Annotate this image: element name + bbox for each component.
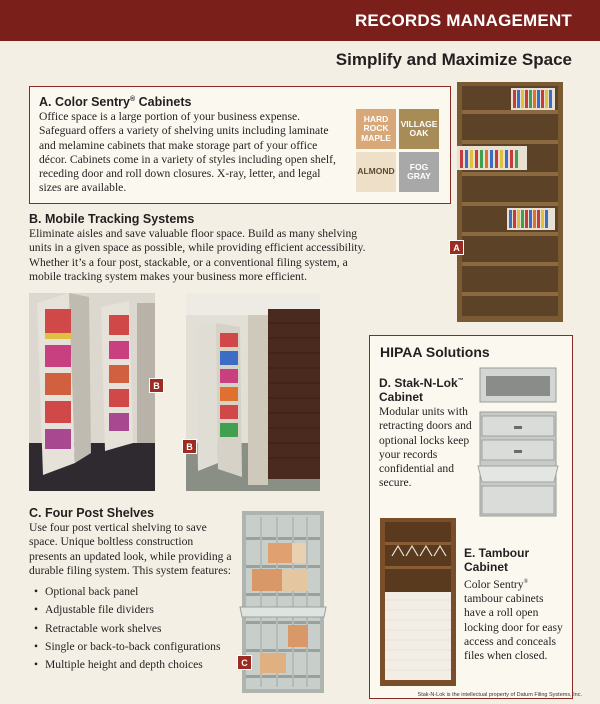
tambour-body-brand: Color Sentry	[464, 577, 524, 591]
section-a-title-text: A. Color Sentry	[39, 95, 130, 109]
stak-n-lok-photo	[476, 366, 560, 516]
section-b-body: Eliminate aisles and save valuable floor space. Build as many shelving units in a given space as possible, while providing efficient accessibility. Whether it’s a four post, stackable, or a conventional filing system, a mobile tracking system makes your business more efficient.	[29, 227, 366, 283]
four-post-shelf-photo	[240, 509, 326, 695]
swatch-village-oak	[399, 109, 439, 149]
hipaa-box	[369, 335, 573, 699]
swatch-almond	[356, 152, 396, 192]
section-c-title: C. Four Post Shelves	[29, 506, 155, 520]
swatch-label: FOG GRAY	[407, 161, 431, 181]
cabinet-a-photo	[455, 80, 567, 326]
stak-n-lok-title-text: D. Stak-N-Lok	[379, 376, 458, 390]
registered-mark: ®	[523, 579, 529, 585]
header-bar	[0, 0, 600, 41]
section-a-body: Office space is a large portion of your business expense. Safeguard offers a variety of shelving units including laminate and melamine cabinets that make storage part of your office décor. Cabinets come in a variety of styles including open shelf, receding door and roll down closures. X-ray, letter, and legal sizes are available.	[39, 110, 336, 195]
mobile-tracking-photo-2	[186, 293, 320, 491]
swatch-hard-rock-maple	[356, 109, 396, 149]
feature-list	[32, 585, 234, 672]
hipaa-title: HIPAA Solutions	[380, 344, 490, 360]
tambour-cabinet-photo	[378, 516, 458, 688]
list-item: • Retractable work shelves	[32, 622, 234, 636]
footnote: Stak-N-Lok is the intellectual property of Datum Filing Systems, Inc.	[417, 692, 582, 698]
section-c	[29, 506, 234, 677]
registered-mark: ®	[130, 95, 136, 103]
header-title: RECORDS MANAGEMENT	[354, 11, 572, 30]
page-subtitle: Simplify and Maximize Space	[335, 50, 572, 69]
tambour-body-text: tambour cabinets have a roll open locking door for easy access and conceals files when closed.	[464, 592, 563, 663]
tag-b-2: B	[182, 439, 197, 454]
tambour-title: E. Tambour Cabinet	[464, 546, 530, 574]
list-item: • Single or back-to-back configurations	[32, 640, 234, 654]
section-a-title-suffix: Cabinets	[135, 95, 192, 109]
stak-n-lok-title	[379, 374, 479, 404]
section-b	[29, 212, 379, 284]
tag-c: C	[237, 655, 252, 670]
trademark-mark: ™	[457, 378, 464, 384]
section-a-title	[39, 95, 344, 109]
stak-n-lok-title-cabinet: Cabinet	[379, 390, 424, 404]
list-item: • Optional back panel	[32, 585, 234, 599]
section-a-box	[29, 86, 451, 204]
tag-a: A	[449, 240, 464, 255]
tag-b-1: B	[149, 378, 164, 393]
mobile-tracking-photo-1	[29, 293, 160, 491]
list-item: • Multiple height and depth choices	[32, 658, 234, 672]
section-b-title: B. Mobile Tracking Systems	[29, 212, 195, 226]
swatch-label: VILLAGE OAK	[400, 118, 438, 138]
swatch-fog-gray	[399, 152, 439, 192]
swatch-label: ALMOND	[357, 166, 395, 177]
section-c-body: Use four post vertical shelving to save space. Unique boltless construction presents an updated look, while providing a durable filing system. This system features:	[29, 521, 232, 577]
swatch-label: HARD ROCK MAPLE	[361, 113, 391, 143]
list-item: • Adjustable file dividers	[32, 603, 234, 617]
tambour-body	[464, 575, 568, 664]
stak-n-lok-body: Modular units with retracting doors and optional locks keep your records confidential and secure.	[379, 405, 472, 490]
